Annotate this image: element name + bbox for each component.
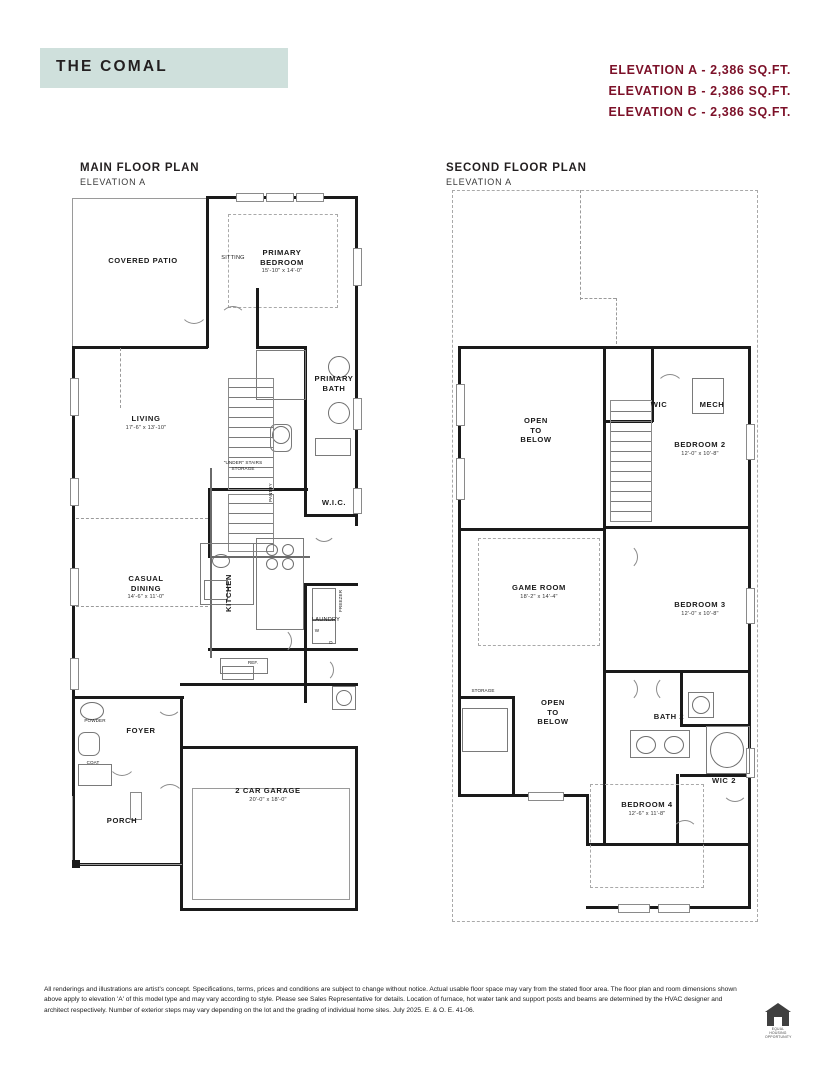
room-casual-dining-l1: CASUAL [128,574,164,583]
room-coat: COAT [86,760,100,765]
room-living: LIVING [131,414,161,423]
room-primary-bedroom-l2: BEDROOM [260,257,304,267]
room-wic: W.I.C. [321,498,347,507]
open-to-below-2-l2: TO [547,707,559,717]
open-to-below-1-l3: BELOW [520,435,552,444]
second-floor-title: SECOND FLOOR PLAN [446,162,587,174]
room-sitting: SITTING [221,255,245,261]
open-to-below-1-l1: OPEN [524,416,548,425]
main-floor-drawing [60,188,380,928]
main-floor-subtitle: ELEVATION A [80,177,146,187]
dim-primary-bedroom: 15'-10" x 14'-0" [261,268,303,274]
room-casual-dining-l2: DINING [130,583,162,593]
room-bath-2: BATH 2 [653,712,685,721]
eho-caption: EQUAL HOUSING OPPORTUNITY [765,1027,792,1039]
elevation-list [608,60,791,123]
room-primary-bedroom-l1: PRIMARY [262,248,302,257]
room-wic-upper: WIC [650,400,668,409]
dim-casual-dining: 14'-6" x 11'-0" [127,594,165,600]
room-game-room: GAME ROOM [512,583,566,592]
dim-bedroom-4: 12'-6" x 11'-8" [628,810,666,817]
room-primary-bath-l1: PRIMARY [314,374,354,383]
room-primary-bath-l2: BATH [322,383,346,393]
open-to-below-1-l2: TO [530,425,542,435]
room-bedroom-2: BEDROOM 2 [674,440,726,449]
disclaimer-text: All renderings and illustrations are artist's concept. Specifications, terms, prices and conditions are subject to change without notice. Actual usable floor space may vary from the stated floor area. The floor plan and room dimensions shown above apply to elevation 'A' of this model type and may vary according to style. Please see Sales Representative for details. Location of furnace, hot water tank and support posts and beams are determined by the HVAC designer and architect respectively. Number of exterior steps may vary depending on the lot and the grading of individual home sites. July 2025. E. & O. E. 41-06. [44,986,737,1014]
room-foyer: FOYER [126,726,156,735]
page-title: THE COMAL [56,58,168,75]
open-to-below-2-l3: BELOW [537,717,569,726]
elevation-a: ELEVATION A - 2,386 SQ.FT. [609,63,791,77]
equal-housing-opportunity-icon [765,1003,792,1039]
room-pantry: PANTRY [268,483,273,503]
label-under-stairs-storage: "UNDER" STAIRS STORAGE [223,460,263,471]
dim-game-room: 18'-2" x 14'-4" [520,593,558,600]
second-floor-heading [446,162,587,187]
dim-bedroom-3: 12'-0" x 10'-8" [681,610,719,617]
room-bedroom-4: BEDROOM 4 [621,800,673,809]
room-porch: PORCH [106,816,138,825]
room-covered-patio: COVERED PATIO [108,256,178,265]
appliance-ref: REF. [247,660,259,665]
elevation-c: ELEVATION C - 2,386 SQ.FT. [608,105,791,119]
elevation-b: ELEVATION B - 2,386 SQ.FT. [608,84,791,98]
dim-bedroom-2: 12'-0" x 10'-8" [681,450,719,457]
dim-garage: 20'-0" x 18'-0" [249,796,287,803]
room-powder: POWDER [84,718,106,723]
main-floor-title: MAIN FLOOR PLAN [80,162,200,174]
second-floor-drawing [440,188,770,928]
room-storage: STORAGE [471,688,495,693]
appliance-dryer: D [329,640,333,645]
room-wic-2: WIC 2 [711,776,737,785]
open-to-below-2-l1: OPEN [541,698,565,707]
room-bedroom-3: BEDROOM 3 [674,600,726,609]
room-kitchen: KITCHEN [224,574,233,612]
second-floor-subtitle: ELEVATION A [446,177,512,187]
main-floor-heading [80,162,199,187]
room-freezer: FREEZER [338,589,343,613]
appliance-washer: W [314,628,320,633]
room-garage: 2 CAR GARAGE [235,786,301,795]
room-mech: MECH [699,400,725,409]
room-laundry: LAUNDRY [311,617,341,623]
dim-living: 17'-6" x 13'-10" [125,424,167,431]
